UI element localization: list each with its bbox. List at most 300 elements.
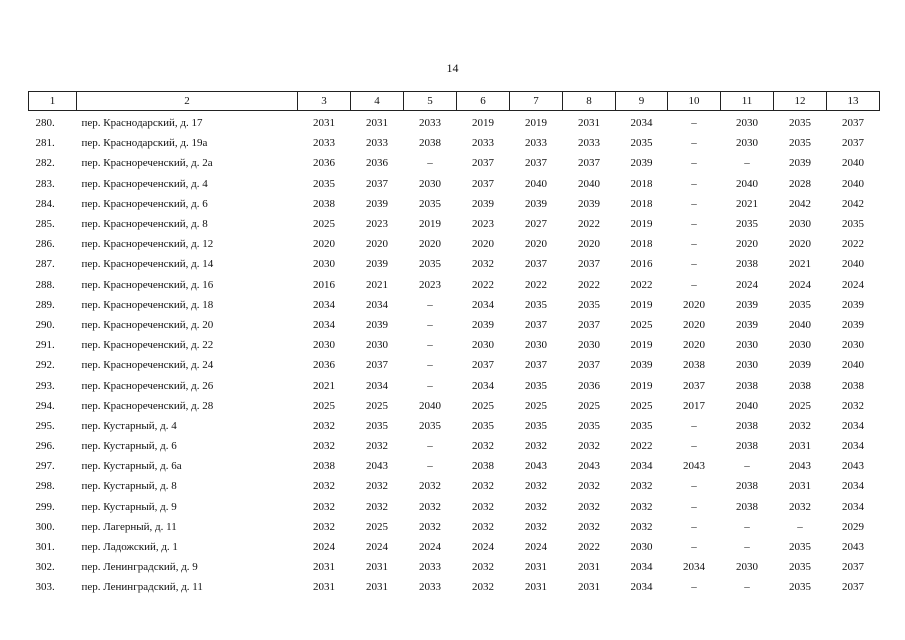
year-cell: 2032: [789, 500, 811, 513]
year-cell: –: [797, 520, 803, 533]
year-cell: 2038: [789, 379, 811, 392]
year-cell: 2020: [366, 238, 388, 251]
year-cell: 2040: [525, 177, 547, 190]
year-cell: 2020: [472, 238, 494, 251]
column-header: 9: [616, 92, 668, 111]
year-cell: 2030: [736, 117, 758, 130]
year-cell: 2040: [736, 399, 758, 412]
year-cell: 2025: [313, 218, 335, 231]
year-cell: 2039: [842, 318, 864, 331]
year-cell: 2032: [366, 480, 388, 493]
year-cell: 2032: [472, 440, 494, 453]
year-cell: 2032: [472, 500, 494, 513]
row-number-cell: 283.: [35, 177, 55, 190]
year-cell: –: [744, 520, 750, 533]
year-cell: 2021: [736, 197, 758, 210]
table-row: [29, 335, 880, 355]
year-cell: 2031: [313, 117, 335, 130]
year-cell: 2021: [313, 379, 335, 392]
year-cell: 2039: [630, 157, 653, 170]
year-cell: 2035: [366, 419, 388, 432]
year-cell: 2039: [578, 197, 600, 210]
year-cell: –: [691, 500, 697, 513]
year-cell: 2030: [419, 177, 441, 190]
year-cell: 2025: [630, 399, 653, 412]
year-cell: 2039: [525, 197, 547, 210]
table-row: [29, 315, 880, 335]
year-cell: 2016: [313, 278, 335, 291]
year-cell: 2035: [630, 137, 653, 150]
year-cell: –: [691, 258, 697, 271]
year-cell: –: [427, 440, 433, 453]
table-row: [29, 275, 880, 295]
year-cell: 2037: [366, 177, 388, 190]
year-cell: 2035: [789, 137, 811, 150]
year-cell: 2038: [736, 440, 758, 453]
address-cell: пер. Краснореченский, д. 22: [81, 339, 214, 352]
year-cell: –: [744, 541, 750, 554]
year-cell: 2022: [630, 278, 653, 291]
year-cell: –: [691, 581, 697, 594]
year-cell: 2042: [842, 197, 864, 210]
year-cell: 2018: [630, 238, 653, 251]
year-cell: 2039: [736, 298, 758, 311]
address-cell: пер. Краснореченский, д. 14: [81, 258, 214, 271]
year-cell: 2030: [736, 561, 758, 574]
address-cell: пер. Ладожский, д. 1: [81, 541, 178, 554]
year-cell: 2032: [789, 419, 811, 432]
address-cell: пер. Ленинградский, д. 11: [81, 581, 203, 594]
year-cell: 2031: [525, 581, 547, 594]
year-cell: 2039: [472, 197, 494, 210]
table-row: [29, 517, 880, 537]
address-cell: пер. Краснореченский, д. 6: [81, 197, 208, 210]
year-cell: 2033: [419, 561, 441, 574]
year-cell: –: [744, 157, 750, 170]
year-cell: 2022: [842, 238, 864, 251]
year-cell: 2034: [630, 581, 653, 594]
column-header: 1: [29, 92, 77, 111]
year-cell: 2025: [366, 520, 388, 533]
year-cell: 2043: [842, 460, 864, 473]
year-cell: 2032: [366, 440, 388, 453]
year-cell: 2024: [366, 541, 388, 554]
row-number-cell: 303.: [35, 581, 55, 594]
year-cell: 2030: [313, 258, 335, 271]
address-cell: пер. Краснореченский, д. 24: [81, 359, 214, 372]
year-cell: 2019: [630, 379, 653, 392]
year-cell: 2024: [525, 541, 547, 554]
row-number-cell: 294.: [35, 399, 55, 412]
table-row: [29, 355, 880, 375]
year-cell: 2023: [366, 218, 388, 231]
year-cell: 2038: [736, 379, 758, 392]
table-row: [29, 476, 880, 496]
row-number-cell: 297.: [35, 460, 55, 473]
year-cell: 2040: [842, 258, 864, 271]
year-cell: 2034: [366, 379, 388, 392]
year-cell: 2035: [472, 419, 494, 432]
year-cell: 2031: [525, 561, 547, 574]
year-cell: 2022: [472, 278, 494, 291]
year-cell: 2029: [842, 520, 864, 533]
table-row: [29, 295, 880, 315]
year-cell: 2038: [736, 480, 758, 493]
year-cell: 2032: [525, 480, 547, 493]
column-header: 13: [827, 92, 880, 111]
year-cell: 2022: [578, 278, 600, 291]
year-cell: 2030: [736, 359, 758, 372]
year-cell: 2030: [578, 339, 600, 352]
year-cell: 2037: [525, 157, 547, 170]
year-cell: 2036: [366, 157, 388, 170]
year-cell: 2022: [630, 440, 653, 453]
year-cell: 2020: [578, 238, 600, 251]
year-cell: 2021: [789, 258, 811, 271]
year-cell: 2035: [525, 298, 547, 311]
year-cell: 2030: [313, 339, 335, 352]
year-cell: 2032: [419, 500, 441, 513]
year-cell: 2034: [472, 379, 494, 392]
year-cell: 2039: [789, 157, 811, 170]
table-row: [29, 234, 880, 254]
year-cell: 2037: [578, 157, 600, 170]
year-cell: 2039: [789, 359, 811, 372]
column-header: 11: [721, 92, 774, 111]
address-cell: пер. Краснореченский, д. 2а: [81, 157, 213, 170]
year-cell: 2019: [630, 298, 653, 311]
year-cell: 2020: [683, 339, 705, 352]
year-cell: 2034: [630, 460, 653, 473]
year-cell: 2040: [578, 177, 600, 190]
address-cell: пер. Краснореченский, д. 4: [81, 177, 208, 190]
year-cell: 2035: [419, 197, 441, 210]
year-cell: 2032: [472, 561, 494, 574]
year-cell: 2035: [630, 419, 653, 432]
column-header: 5: [404, 92, 457, 111]
year-cell: 2035: [525, 379, 547, 392]
address-cell: пер. Краснодарский, д. 19а: [81, 137, 208, 150]
year-cell: 2040: [736, 177, 758, 190]
year-cell: 2017: [683, 399, 705, 412]
year-cell: 2032: [525, 500, 547, 513]
year-cell: 2034: [472, 298, 494, 311]
row-number-cell: 290.: [35, 318, 55, 331]
year-cell: 2043: [578, 460, 600, 473]
year-cell: 2032: [578, 480, 600, 493]
year-cell: 2025: [525, 399, 547, 412]
year-cell: –: [691, 218, 697, 231]
year-cell: 2024: [789, 278, 811, 291]
year-cell: 2032: [525, 520, 547, 533]
year-cell: 2024: [313, 541, 335, 554]
year-cell: 2020: [525, 238, 547, 251]
address-cell: пер. Кустарный, д. 6а: [81, 460, 182, 473]
year-cell: 2043: [366, 460, 388, 473]
year-cell: 2043: [683, 460, 705, 473]
column-header: 7: [510, 92, 563, 111]
address-cell: пер. Краснореченский, д. 12: [81, 238, 214, 251]
year-cell: 2024: [842, 278, 864, 291]
year-cell: 2034: [366, 298, 388, 311]
year-cell: –: [691, 117, 697, 130]
table-row: [29, 111, 880, 134]
row-number-cell: 281.: [35, 137, 55, 150]
year-cell: 2033: [313, 137, 335, 150]
year-cell: 2038: [736, 258, 758, 271]
year-cell: 2038: [313, 460, 335, 473]
year-cell: 2033: [578, 137, 600, 150]
column-header: 12: [774, 92, 827, 111]
row-number-cell: 285.: [35, 218, 55, 231]
year-cell: 2039: [736, 318, 758, 331]
row-number-cell: 287.: [35, 258, 55, 271]
year-cell: 2018: [630, 197, 653, 210]
row-number-cell: 295.: [35, 419, 55, 432]
year-cell: 2020: [313, 238, 335, 251]
year-cell: 2020: [419, 238, 441, 251]
row-number-cell: 291.: [35, 339, 55, 352]
year-cell: 2022: [525, 278, 547, 291]
year-cell: 2032: [419, 520, 441, 533]
year-cell: –: [744, 581, 750, 594]
table-header: [29, 92, 880, 111]
year-cell: 2020: [789, 238, 811, 251]
row-number-cell: 280.: [35, 117, 55, 130]
year-cell: 2042: [789, 197, 811, 210]
year-cell: 2032: [578, 520, 600, 533]
year-cell: 2030: [630, 541, 653, 554]
row-number-cell: 301.: [35, 541, 55, 554]
year-cell: 2038: [313, 197, 335, 210]
table-row: [29, 174, 880, 194]
year-cell: 2032: [313, 480, 335, 493]
year-cell: 2040: [789, 318, 811, 331]
year-cell: 2031: [366, 561, 388, 574]
year-cell: 2032: [525, 440, 547, 453]
year-cell: 2039: [366, 258, 388, 271]
row-number-cell: 293.: [35, 379, 55, 392]
year-cell: 2035: [789, 117, 811, 130]
column-header: 10: [668, 92, 721, 111]
year-cell: –: [691, 177, 697, 190]
year-cell: 2020: [683, 318, 705, 331]
year-cell: 2025: [313, 399, 335, 412]
year-cell: 2034: [313, 298, 335, 311]
row-number-cell: 292.: [35, 359, 55, 372]
year-cell: 2036: [578, 379, 600, 392]
year-cell: 2025: [578, 399, 600, 412]
year-cell: 2032: [842, 399, 864, 412]
year-cell: 2020: [736, 238, 758, 251]
address-cell: пер. Кустарный, д. 4: [81, 419, 177, 432]
year-cell: –: [427, 157, 433, 170]
year-cell: 2030: [472, 339, 494, 352]
year-cell: 2035: [789, 298, 811, 311]
table-row: [29, 396, 880, 416]
year-cell: 2030: [736, 339, 758, 352]
table-row: [29, 456, 880, 476]
year-cell: 2037: [578, 318, 600, 331]
column-header: 4: [351, 92, 404, 111]
year-cell: 2034: [313, 318, 335, 331]
year-cell: 2032: [472, 258, 494, 271]
year-cell: –: [691, 419, 697, 432]
table-row: [29, 557, 880, 577]
year-cell: 2025: [472, 399, 494, 412]
year-cell: 2035: [578, 419, 600, 432]
table-body: [29, 111, 880, 598]
year-cell: 2035: [789, 561, 811, 574]
year-cell: 2032: [313, 440, 335, 453]
year-cell: 2037: [842, 561, 864, 574]
address-cell: пер. Кустарный, д. 6: [81, 440, 177, 453]
year-cell: 2019: [419, 218, 441, 231]
year-cell: 2023: [472, 218, 494, 231]
year-cell: 2034: [630, 117, 653, 130]
year-cell: –: [691, 197, 697, 210]
year-cell: 2032: [313, 520, 335, 533]
year-cell: 2039: [366, 197, 388, 210]
year-cell: –: [691, 157, 697, 170]
year-cell: 2019: [630, 339, 653, 352]
table-row: [29, 194, 880, 214]
year-cell: 2037: [472, 177, 494, 190]
year-cell: 2031: [578, 581, 600, 594]
year-cell: 2031: [313, 581, 335, 594]
year-cell: 2040: [842, 177, 864, 190]
year-cell: 2020: [683, 298, 705, 311]
data-table: [28, 91, 880, 598]
year-cell: 2025: [366, 399, 388, 412]
address-cell: пер. Краснореченский, д. 20: [81, 318, 214, 331]
address-cell: пер. Краснореченский, д. 28: [81, 399, 214, 412]
year-cell: 2030: [789, 339, 811, 352]
year-cell: 2037: [842, 137, 864, 150]
year-cell: 2037: [472, 157, 494, 170]
year-cell: –: [744, 460, 750, 473]
year-cell: 2022: [578, 541, 600, 554]
row-number-cell: 289.: [35, 298, 55, 311]
column-header: 6: [457, 92, 510, 111]
year-cell: 2032: [578, 500, 600, 513]
year-cell: 2035: [789, 581, 811, 594]
year-cell: 2038: [472, 460, 494, 473]
year-cell: 2019: [630, 218, 653, 231]
year-cell: 2038: [842, 379, 864, 392]
year-cell: 2037: [578, 258, 600, 271]
year-cell: 2033: [472, 137, 494, 150]
year-cell: 2031: [578, 117, 600, 130]
year-cell: 2037: [525, 258, 547, 271]
row-number-cell: 284.: [35, 197, 55, 210]
year-cell: 2032: [630, 500, 653, 513]
year-cell: 2039: [472, 318, 494, 331]
address-cell: пер. Краснореченский, д. 8: [81, 218, 208, 231]
year-cell: 2033: [419, 581, 441, 594]
year-cell: –: [427, 379, 433, 392]
address-cell: пер. Краснореченский, д. 18: [81, 298, 214, 311]
table-row: [29, 153, 880, 173]
year-cell: 2039: [842, 298, 864, 311]
year-cell: –: [691, 238, 697, 251]
table-row: [29, 254, 880, 274]
year-cell: 2040: [842, 359, 864, 372]
year-cell: –: [427, 460, 433, 473]
year-cell: 2034: [842, 480, 864, 493]
year-cell: 2043: [789, 460, 811, 473]
year-cell: 2038: [683, 359, 705, 372]
year-cell: 2019: [472, 117, 494, 130]
year-cell: 2033: [525, 137, 547, 150]
year-cell: –: [691, 541, 697, 554]
year-cell: 2024: [419, 541, 441, 554]
year-cell: 2040: [419, 399, 441, 412]
year-cell: 2038: [736, 500, 758, 513]
year-cell: 2035: [789, 541, 811, 554]
row-number-cell: 302.: [35, 561, 55, 574]
year-cell: 2032: [472, 520, 494, 533]
year-cell: –: [427, 318, 433, 331]
table-row: [29, 436, 880, 456]
header-row: [29, 92, 880, 111]
year-cell: 2037: [525, 359, 547, 372]
year-cell: 2019: [525, 117, 547, 130]
year-cell: 2036: [313, 359, 335, 372]
year-cell: 2016: [630, 258, 653, 271]
year-cell: 2031: [789, 440, 811, 453]
row-number-cell: 299.: [35, 500, 55, 513]
year-cell: –: [691, 278, 697, 291]
year-cell: 2038: [419, 137, 441, 150]
table-row: [29, 537, 880, 557]
year-cell: 2018: [630, 177, 653, 190]
address-cell: пер. Краснореченский, д. 16: [81, 278, 214, 291]
address-cell: пер. Кустарный, д. 8: [81, 480, 177, 493]
year-cell: 2032: [630, 520, 653, 533]
year-cell: –: [691, 137, 697, 150]
year-cell: 2031: [313, 561, 335, 574]
year-cell: 2032: [313, 419, 335, 432]
year-cell: 2030: [789, 218, 811, 231]
year-cell: 2037: [578, 359, 600, 372]
year-cell: 2030: [736, 137, 758, 150]
year-cell: 2031: [789, 480, 811, 493]
year-cell: 2037: [842, 581, 864, 594]
year-cell: 2034: [842, 440, 864, 453]
row-number-cell: 288.: [35, 278, 55, 291]
table-row: [29, 133, 880, 153]
year-cell: 2031: [578, 561, 600, 574]
year-cell: 2031: [366, 581, 388, 594]
year-cell: 2030: [842, 339, 864, 352]
address-cell: пер. Краснореченский, д. 26: [81, 379, 214, 392]
year-cell: 2037: [525, 318, 547, 331]
row-number-cell: 300.: [35, 520, 55, 533]
year-cell: 2032: [472, 581, 494, 594]
table-row: [29, 416, 880, 436]
year-cell: 2035: [525, 419, 547, 432]
table-row: [29, 577, 880, 597]
year-cell: 2037: [472, 359, 494, 372]
year-cell: 2035: [419, 258, 441, 271]
year-cell: 2032: [472, 480, 494, 493]
year-cell: 2032: [366, 500, 388, 513]
year-cell: 2030: [366, 339, 388, 352]
year-cell: –: [427, 298, 433, 311]
address-cell: пер. Кустарный, д. 9: [81, 500, 177, 513]
year-cell: 2034: [842, 419, 864, 432]
